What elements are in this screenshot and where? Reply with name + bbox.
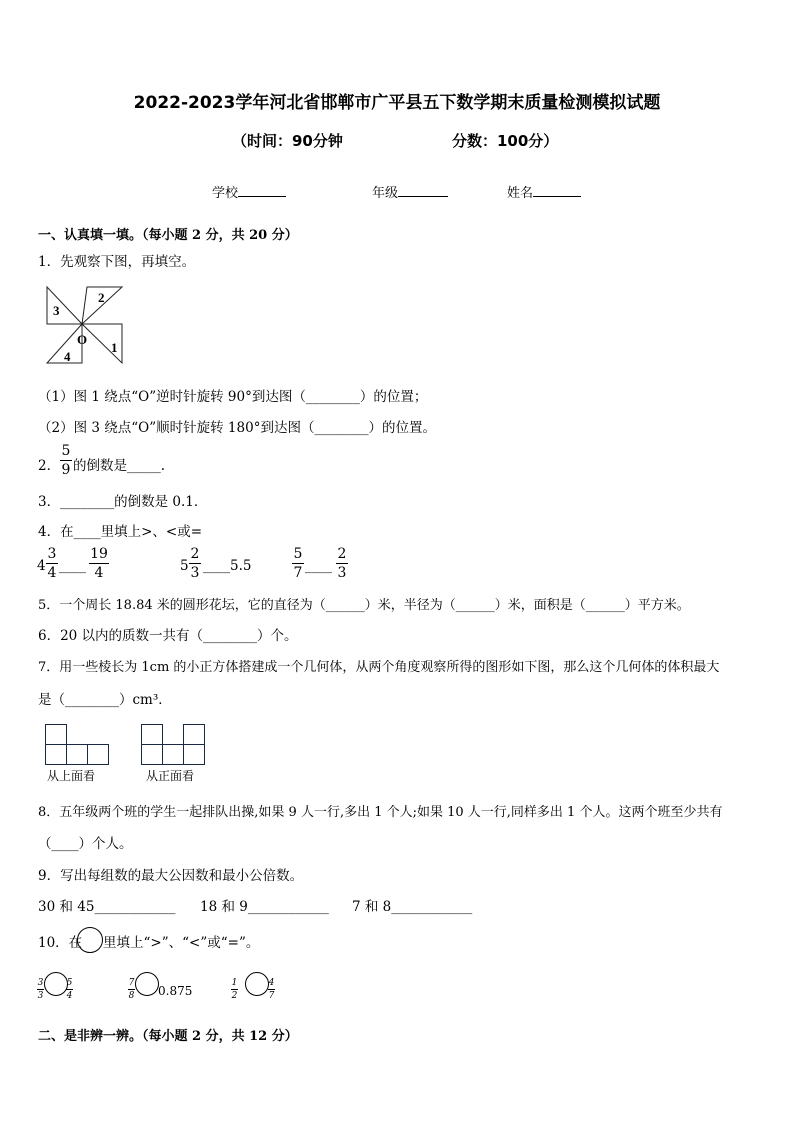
name-label: 姓名 (507, 186, 534, 201)
name-field (507, 182, 581, 201)
front-view-caption: 从正面看 (146, 769, 195, 783)
q4c-den: 7 (293, 565, 303, 581)
q10a-rn: 5 (66, 978, 73, 988)
q10a-ln: 3 (37, 978, 44, 988)
q7-line2: 是（________）cm³． (38, 692, 172, 708)
q10a-rd: 4 (66, 991, 73, 1001)
q4c-right-num: 2 (337, 546, 347, 562)
q10c-circle[interactable] (245, 972, 269, 996)
q4b-den: 3 (190, 565, 200, 581)
q10b-right: 0.875 (158, 984, 193, 998)
page-title: 2022-2023学年河北省邯郸市广平县五下数学期末质量检测模拟试题 (133, 93, 661, 113)
q7-line1: 7．用一些棱长为 1cm 的小正方体搭建成一个几何体，从两个角度观察所得的图形如下图，那么这个几何体的体积最大 (38, 660, 720, 675)
q4a-right-den: 4 (94, 565, 104, 581)
q1-stem: 1．先观察下图，再填空。 (38, 254, 196, 270)
q6-text: 6．20 以内的质数一共有（________）个。 (38, 628, 298, 644)
q10c-ln: 1 (231, 978, 238, 988)
q4b-blank: ____5.5 (203, 558, 252, 574)
q10c-left-fraction (231, 978, 238, 1001)
top-view-caption: 从上面看 (47, 769, 96, 783)
q10b-circle[interactable] (135, 972, 159, 996)
section-2-heading: 二、是非辨一辨。（每小题 2 分，共 12 分） (38, 1029, 298, 1044)
q9-b: 18 和 9____________ (200, 899, 329, 915)
q8-line1: 8．五年级两个班的学生一起排队出操,如果 9 人一行,多出 1 个人;如果 10 人一行,同样多出 1 个人。这两个班至少共有 (38, 805, 723, 820)
q10a-circle[interactable] (44, 972, 68, 996)
exam-time: （时间：90分钟 (232, 132, 343, 150)
q9-c: 7 和 8____________ (352, 899, 473, 915)
q4a-den: 4 (47, 565, 57, 581)
q2-numerator: 5 (61, 443, 71, 459)
q1-sub1: （1）图 1 绕点“O”逆时针旋转 90°到达图（________）的位置； (38, 389, 428, 405)
q4a-right-num: 19 (90, 546, 108, 562)
q4b-num: 2 (190, 546, 200, 562)
grade-field (372, 182, 448, 201)
q10b-left-fraction (128, 978, 135, 1001)
q10-post: 里填上“>”、“<”或“=”。 (103, 935, 260, 951)
school-field (212, 182, 286, 201)
q4b-whole: 5 (180, 558, 189, 574)
section-1-heading: 一、认真填一填。（每小题 2 分，共 20 分） (38, 228, 298, 243)
q10c-rd: 7 (268, 991, 275, 1001)
q2-text: 的倒数是_____. (73, 458, 166, 474)
q4a-blank: ____ (59, 558, 86, 574)
grade-label: 年级 (372, 186, 399, 201)
fig-label-3: 3 (53, 303, 60, 318)
q4a-num: 3 (47, 546, 57, 562)
q1-sub2: （2）图 3 绕点“O”顺时针旋转 180°到达图（________）的位置。 (38, 420, 436, 436)
q4c-blank: ____ (305, 558, 332, 574)
q4c-right-den: 3 (337, 565, 347, 581)
q9-a: 30 和 45____________ (38, 899, 176, 915)
pinwheel-figure (44, 284, 124, 366)
q4a-right-fraction (89, 546, 109, 581)
q10b-ln: 7 (128, 978, 135, 988)
fig-label-4: 4 (64, 349, 71, 364)
q9-stem: 9．写出每组数的最大公因数和最小公倍数。 (38, 868, 304, 884)
q5-text: 5．一个周长 18.84 米的圆形花坛，它的直径为（______）米，半径为（______）米，面积是（______）平方米。 (38, 598, 690, 613)
q10a-left-fraction (37, 978, 44, 1001)
q4c-right-fraction (336, 546, 348, 581)
q10a-right-fraction (66, 978, 73, 1001)
fig-label-2: 2 (98, 290, 105, 305)
q10c-right-fraction (268, 978, 275, 1001)
exam-score: 分数：100分） (452, 132, 559, 150)
q4a-fraction (46, 546, 58, 581)
q8-line2: （____）个人。 (38, 836, 133, 852)
q4a-whole: 4 (37, 558, 46, 574)
q10a-ld: 3 (37, 991, 44, 1001)
q4-stem: 4．在____里填上>、<或= (38, 524, 203, 540)
q3-text: 3．________的倒数是 0.1． (38, 494, 208, 510)
q10c-rn: 4 (268, 978, 275, 988)
q4c-fraction (292, 546, 304, 581)
q2-denominator: 9 (61, 462, 71, 478)
q10-pre: 10．在 (38, 935, 83, 951)
fig-label-1: 1 (111, 340, 118, 355)
q2-fraction (60, 443, 72, 478)
q2-num: 2． (38, 458, 61, 474)
q10b-ld: 8 (128, 991, 135, 1001)
q10c-ld: 2 (231, 991, 238, 1001)
school-label: 学校 (212, 186, 239, 201)
fig-label-o: O (77, 332, 88, 347)
q4b-fraction (189, 546, 201, 581)
q10-stem-circle (77, 927, 103, 953)
q4c-num: 5 (293, 546, 303, 562)
